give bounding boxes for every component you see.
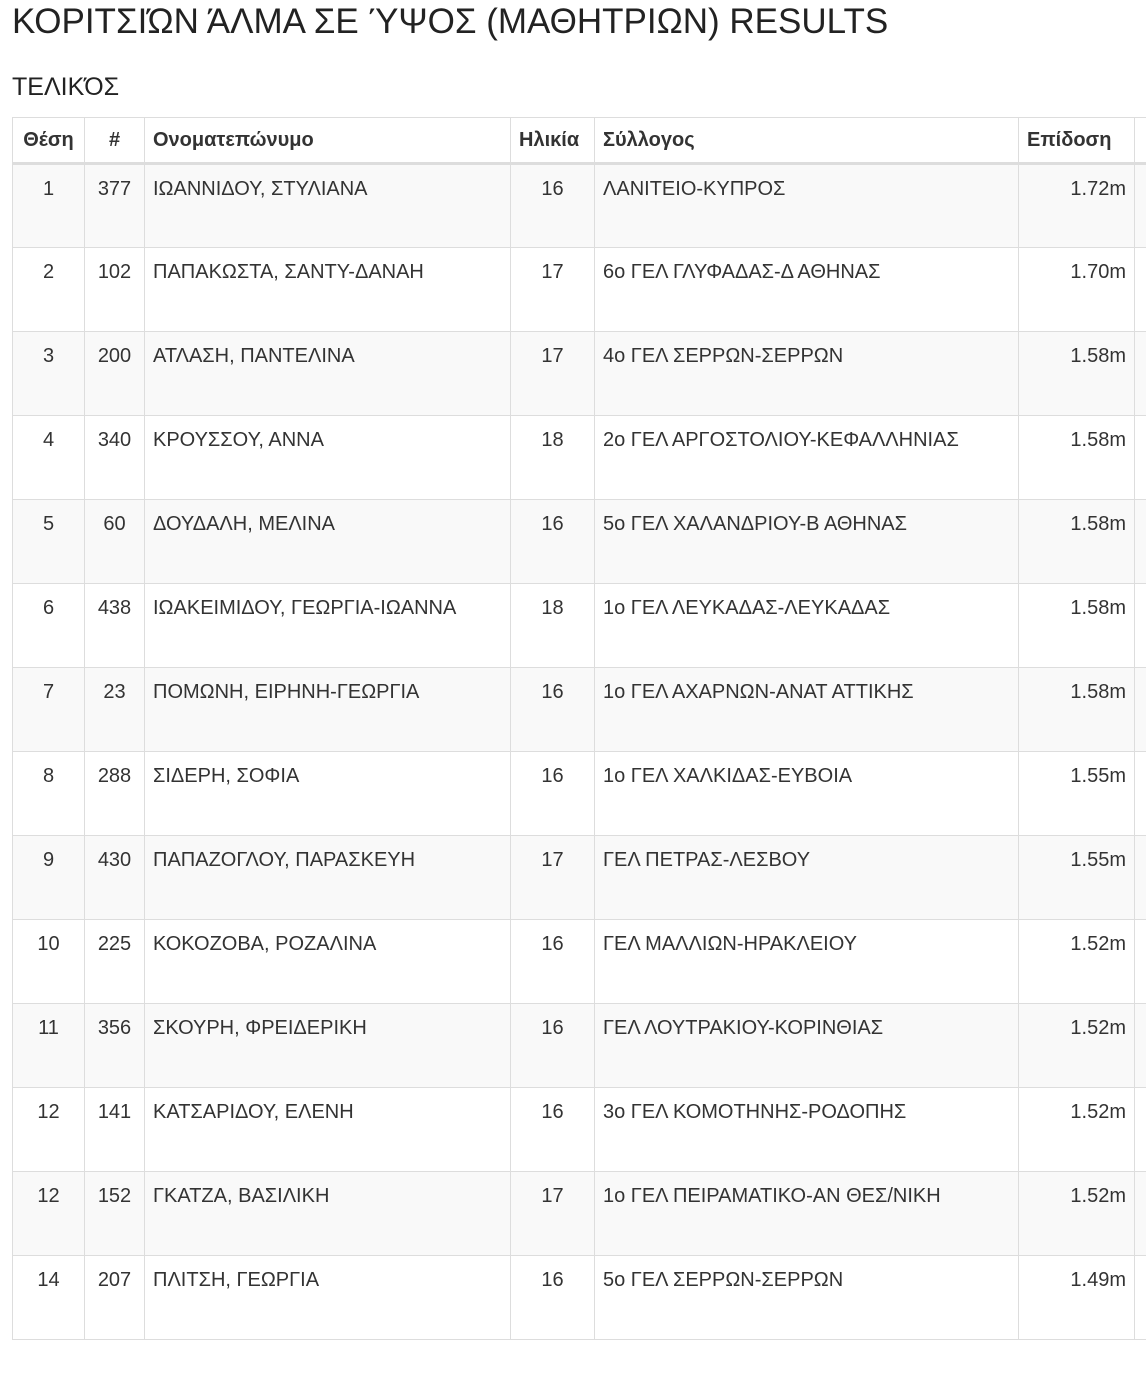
cell-name: ΚΡΟΥΣΣΟΥ, ΑΝΝΑ (145, 416, 511, 500)
cell-place: 4 (13, 416, 85, 500)
cell-place: 11 (13, 1004, 85, 1088)
cell-age: 17 (511, 332, 595, 416)
cell-mark: 1.58m (1019, 332, 1135, 416)
cell-age: 17 (511, 1172, 595, 1256)
cell-bib: 225 (85, 920, 145, 1004)
table-row (13, 920, 1146, 1004)
cell-bib: 102 (85, 248, 145, 332)
cell-bib: 141 (85, 1088, 145, 1172)
cell-place: 1 (13, 164, 85, 248)
cell-bib: 430 (85, 836, 145, 920)
cell-name: ΠΑΠΑΖΟΓΛΟΥ, ΠΑΡΑΣΚΕΥΗ (145, 836, 511, 920)
cell-name: ΚΑΤΣΑΡΙΔΟΥ, ΕΛΕΝΗ (145, 1088, 511, 1172)
table-row (13, 164, 1146, 248)
cell-name: ΠΛΙΤΣΗ, ΓΕΩΡΓΙΑ (145, 1256, 511, 1340)
results-table-header (13, 118, 1146, 164)
cell-bib: 152 (85, 1172, 145, 1256)
cell-mark: 1.52m (1019, 1172, 1135, 1256)
cell-club: 4ο ΓΕΛ ΣΕΡΡΩΝ-ΣΕΡΡΩΝ (595, 332, 1019, 416)
cell-bib: 340 (85, 416, 145, 500)
cell-mark: 1.58m (1019, 584, 1135, 668)
page-title: ΚΟΡΙΤΣΙΏΝ ΆΛΜΑ ΣΕ ΎΨΟΣ (ΜΑΘΗΤΡΙΩΝ) RESULTS (12, 2, 889, 41)
header-name[interactable]: Ονοματεπώνυμο (145, 118, 511, 164)
cell-place: 7 (13, 668, 85, 752)
table-row (13, 836, 1146, 920)
cell-name: ΑΤΛΑΣΗ, ΠΑΝΤΕΛΙΝΑ (145, 332, 511, 416)
cell-mark: 1.49m (1019, 1256, 1135, 1340)
cell-place: 12 (13, 1172, 85, 1256)
cell-club: ΓΕΛ ΛΟΥΤΡΑΚΙΟΥ-ΚΟΡΙΝΘΙΑΣ (595, 1004, 1019, 1088)
table-row (13, 332, 1146, 416)
table-row (13, 752, 1146, 836)
cell-name: ΚΟΚΟΖΟΒΑ, ΡΟΖΑΛΙΝΑ (145, 920, 511, 1004)
cell-extra (1135, 584, 1146, 668)
cell-mark: 1.52m (1019, 920, 1135, 1004)
cell-extra (1135, 920, 1146, 1004)
cell-name: ΓΚΑΤΖΑ, ΒΑΣΙΛΙΚΗ (145, 1172, 511, 1256)
cell-club: ΓΕΛ ΠΕΤΡΑΣ-ΛΕΣΒΟΥ (595, 836, 1019, 920)
cell-extra (1135, 332, 1146, 416)
header-place[interactable]: Θέση (13, 118, 85, 164)
table-row (13, 584, 1146, 668)
cell-mark: 1.52m (1019, 1088, 1135, 1172)
cell-extra (1135, 1004, 1146, 1088)
cell-bib: 356 (85, 1004, 145, 1088)
cell-age: 16 (511, 1088, 595, 1172)
cell-extra (1135, 416, 1146, 500)
header-extra (1135, 118, 1146, 164)
cell-name: ΔΟΥΔΑΛΗ, ΜΕΛΙΝΑ (145, 500, 511, 584)
cell-bib: 377 (85, 164, 145, 248)
cell-club: 5ο ΓΕΛ ΧΑΛΑΝΔΡΙΟΥ-Β ΑΘΗΝΑΣ (595, 500, 1019, 584)
cell-extra (1135, 1172, 1146, 1256)
header-club[interactable]: Σύλλογος (595, 118, 1019, 164)
cell-club: 1ο ΓΕΛ ΑΧΑΡΝΩΝ-ΑΝΑΤ ΑΤΤΙΚΗΣ (595, 668, 1019, 752)
cell-extra (1135, 248, 1146, 332)
cell-age: 16 (511, 500, 595, 584)
results-table-body (13, 164, 1146, 1340)
table-row (13, 1088, 1146, 1172)
cell-name: ΙΩΑΚΕΙΜΙΔΟΥ, ΓΕΩΡΓΙΑ-ΙΩΑΝΝΑ (145, 584, 511, 668)
cell-age: 16 (511, 1256, 595, 1340)
cell-bib: 438 (85, 584, 145, 668)
cell-name: ΠΑΠΑΚΩΣΤΑ, ΣΑΝΤΥ-ΔΑΝΑΗ (145, 248, 511, 332)
cell-club: ΛΑΝΙΤΕΙΟ-ΚΥΠΡΟΣ (595, 164, 1019, 248)
cell-mark: 1.55m (1019, 836, 1135, 920)
cell-age: 16 (511, 668, 595, 752)
cell-age: 18 (511, 416, 595, 500)
cell-extra (1135, 1256, 1146, 1340)
cell-club: 1ο ΓΕΛ ΠΕΙΡΑΜΑΤΙΚΟ-ΑΝ ΘΕΣ/ΝΙΚΗ (595, 1172, 1019, 1256)
table-row (13, 1172, 1146, 1256)
cell-place: 6 (13, 584, 85, 668)
cell-bib: 200 (85, 332, 145, 416)
cell-mark: 1.72m (1019, 164, 1135, 248)
cell-place: 10 (13, 920, 85, 1004)
table-row (13, 500, 1146, 584)
cell-name: ΙΩΑΝΝΙΔΟΥ, ΣΤΥΛΙΑΝΑ (145, 164, 511, 248)
cell-place: 14 (13, 1256, 85, 1340)
cell-age: 18 (511, 584, 595, 668)
table-row (13, 1256, 1146, 1340)
cell-extra (1135, 500, 1146, 584)
cell-name: ΣΙΔΕΡΗ, ΣΟΦΙΑ (145, 752, 511, 836)
header-age[interactable]: Ηλικία (511, 118, 595, 164)
cell-club: ΓΕΛ ΜΑΛΛΙΩΝ-ΗΡΑΚΛΕΙΟΥ (595, 920, 1019, 1004)
header-mark[interactable]: Επίδοση (1019, 118, 1135, 164)
header-bib[interactable]: # (85, 118, 145, 164)
cell-age: 16 (511, 920, 595, 1004)
cell-extra (1135, 752, 1146, 836)
cell-bib: 288 (85, 752, 145, 836)
cell-place: 3 (13, 332, 85, 416)
cell-place: 8 (13, 752, 85, 836)
cell-mark: 1.58m (1019, 500, 1135, 584)
cell-bib: 207 (85, 1256, 145, 1340)
cell-mark: 1.58m (1019, 416, 1135, 500)
cell-place: 9 (13, 836, 85, 920)
cell-age: 16 (511, 1004, 595, 1088)
cell-club: 6ο ΓΕΛ ΓΛΥΦΑΔΑΣ-Δ ΑΘΗΝΑΣ (595, 248, 1019, 332)
cell-age: 16 (511, 752, 595, 836)
cell-age: 16 (511, 164, 595, 248)
table-row (13, 668, 1146, 752)
cell-place: 5 (13, 500, 85, 584)
cell-place: 2 (13, 248, 85, 332)
cell-mark: 1.52m (1019, 1004, 1135, 1088)
cell-extra (1135, 164, 1146, 248)
round-title: ΤΕΛΙΚΌΣ (12, 73, 120, 101)
cell-bib: 60 (85, 500, 145, 584)
cell-club: 5ο ΓΕΛ ΣΕΡΡΩΝ-ΣΕΡΡΩΝ (595, 1256, 1019, 1340)
cell-club: 2ο ΓΕΛ ΑΡΓΟΣΤΟΛΙΟΥ-ΚΕΦΑΛΛΗΝΙΑΣ (595, 416, 1019, 500)
cell-extra (1135, 668, 1146, 752)
cell-mark: 1.70m (1019, 248, 1135, 332)
cell-mark: 1.58m (1019, 668, 1135, 752)
table-row (13, 416, 1146, 500)
results-table (12, 117, 1146, 1340)
cell-name: ΣΚΟΥΡΗ, ΦΡΕΙΔΕΡΙΚΗ (145, 1004, 511, 1088)
cell-age: 17 (511, 836, 595, 920)
cell-club: 1ο ΓΕΛ ΛΕΥΚΑΔΑΣ-ΛΕΥΚΑΔΑΣ (595, 584, 1019, 668)
cell-extra (1135, 836, 1146, 920)
cell-club: 3ο ΓΕΛ ΚΟΜΟΤΗΝΗΣ-ΡΟΔΟΠΗΣ (595, 1088, 1019, 1172)
header-row (13, 118, 1146, 164)
cell-age: 17 (511, 248, 595, 332)
cell-name: ΠΟΜΩΝΗ, ΕΙΡΗΝΗ-ΓΕΩΡΓΙΑ (145, 668, 511, 752)
table-row (13, 248, 1146, 332)
table-row (13, 1004, 1146, 1088)
cell-bib: 23 (85, 668, 145, 752)
cell-extra (1135, 1088, 1146, 1172)
cell-club: 1ο ΓΕΛ ΧΑΛΚΙΔΑΣ-ΕΥΒΟΙΑ (595, 752, 1019, 836)
cell-place: 12 (13, 1088, 85, 1172)
cell-mark: 1.55m (1019, 752, 1135, 836)
